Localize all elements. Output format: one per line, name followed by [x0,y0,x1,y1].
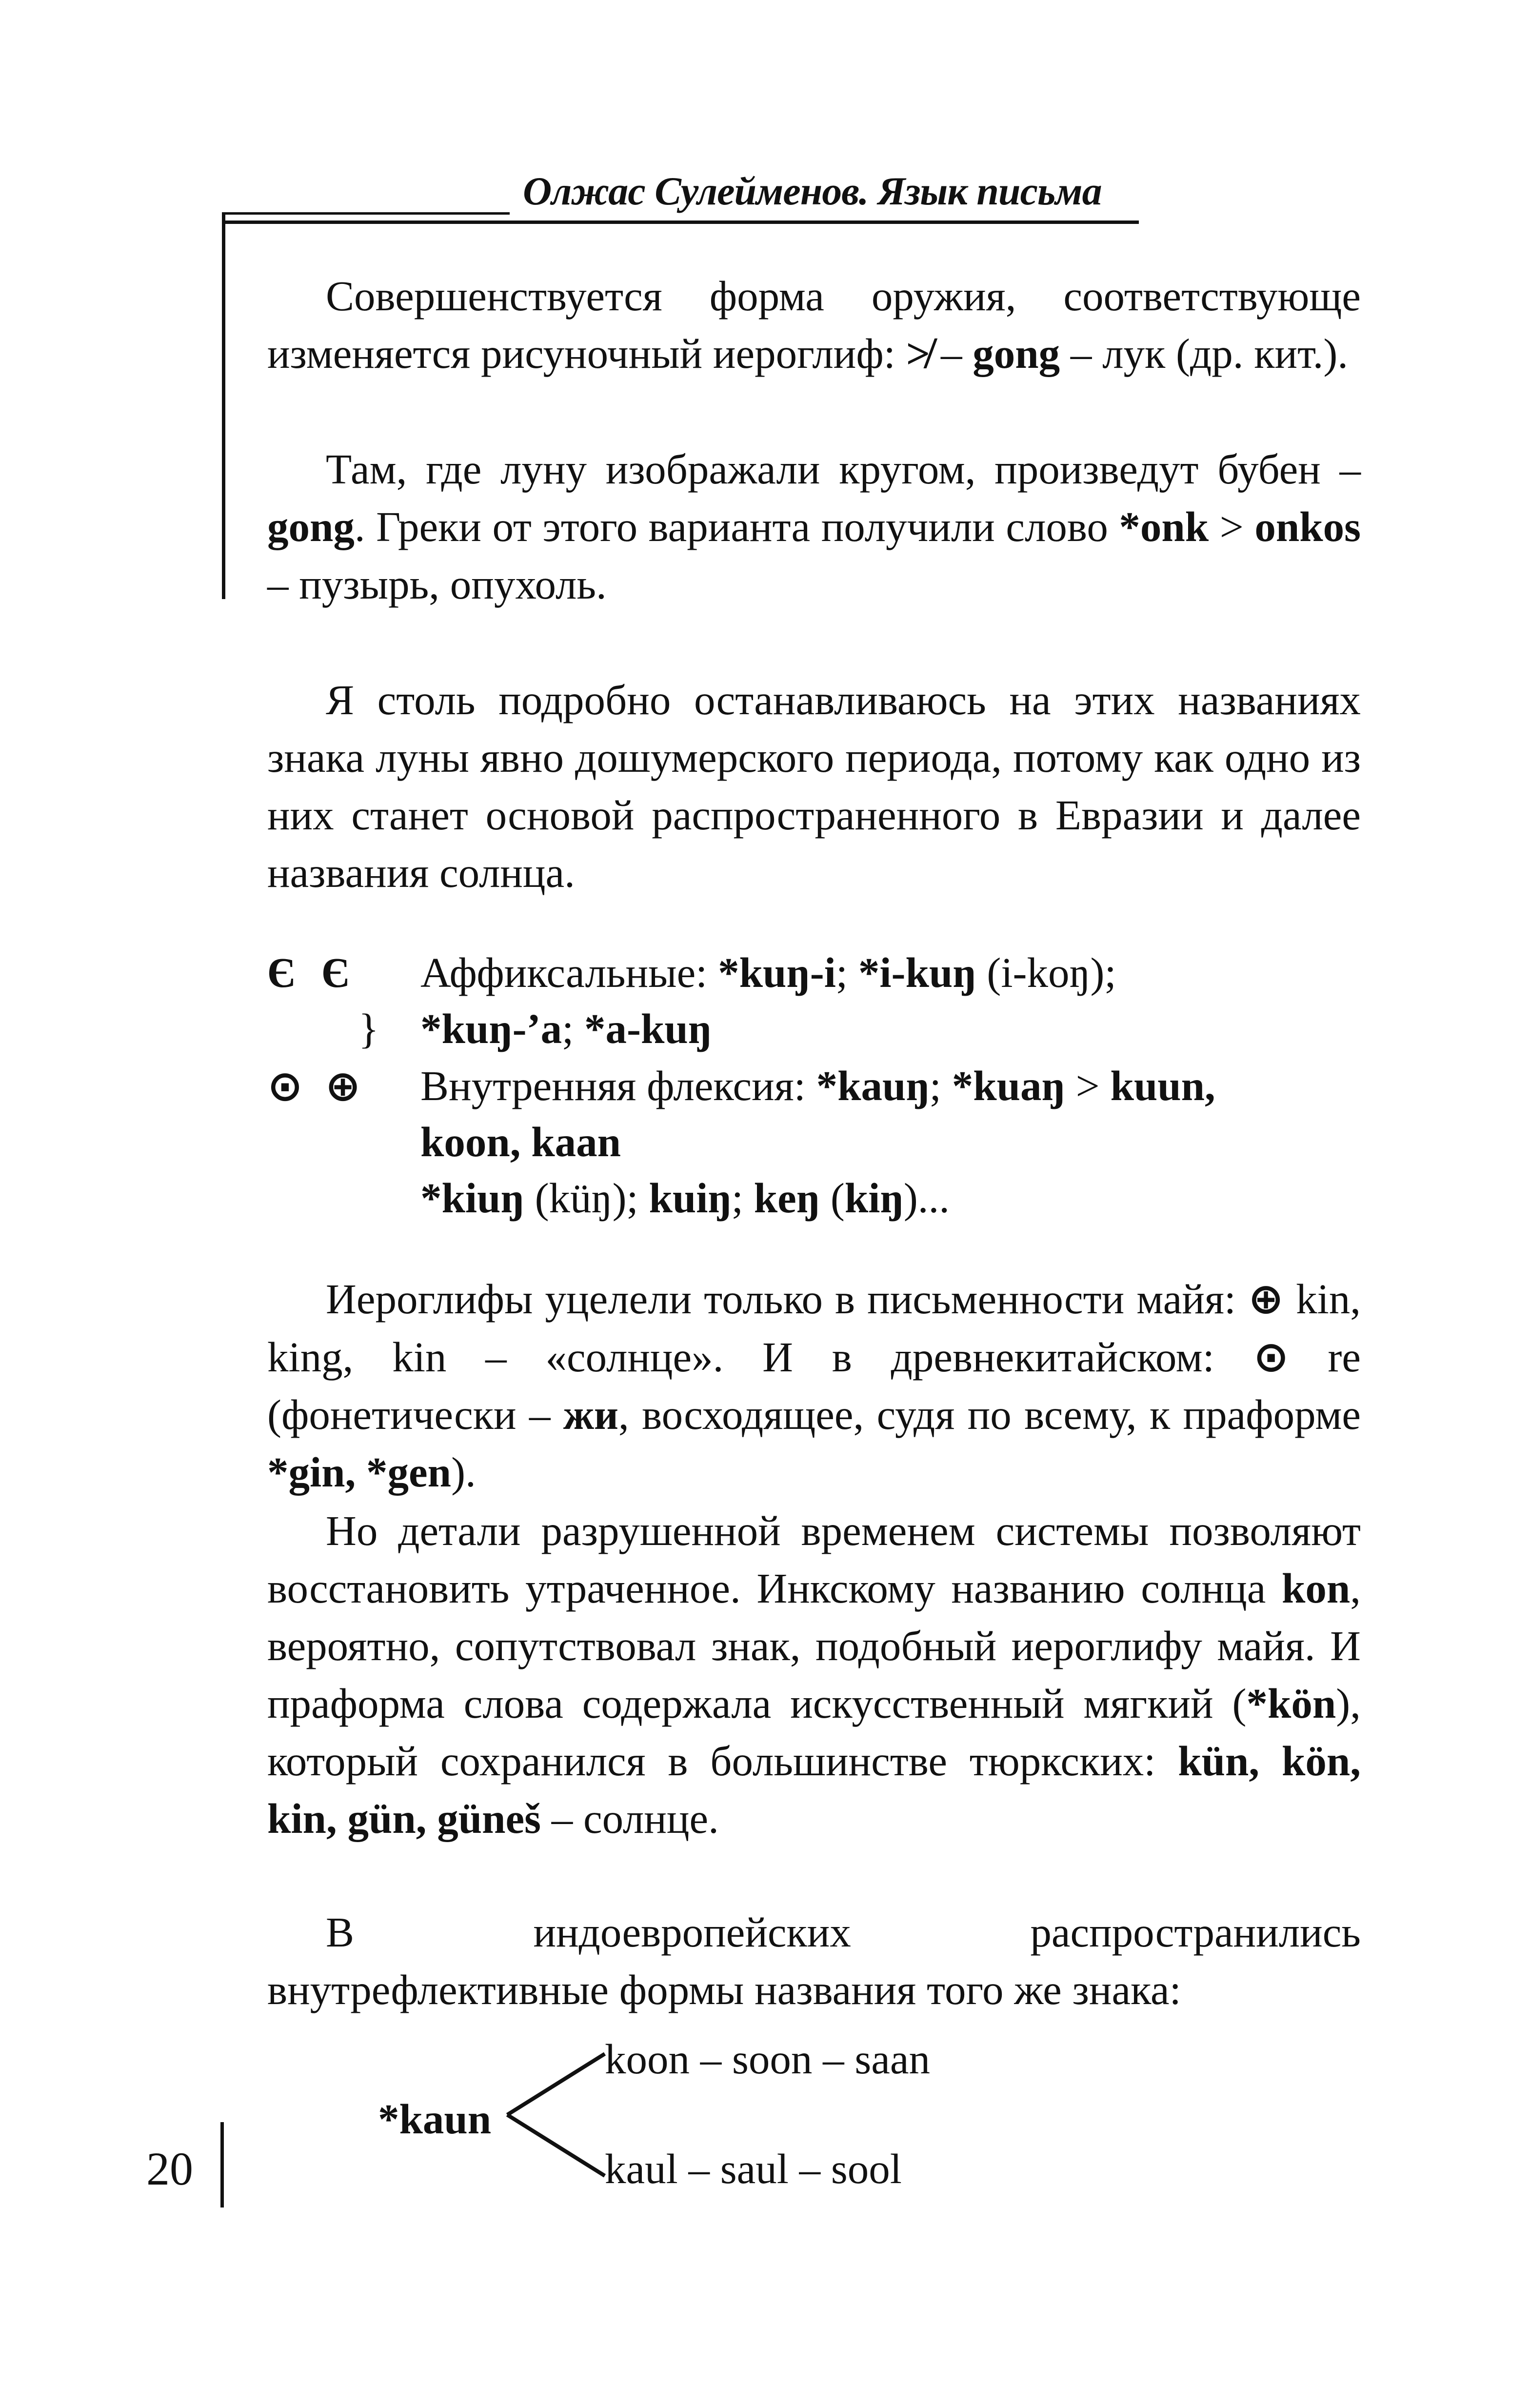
paragraph-system-details: Но детали разрушенной временем системы позволяют восстановить утраченное. Инкскому названию солнца kon, вероятно, сопутствовал знак, подобный иероглифу майя. И праформа слова содержала искусственный мягкий (*kön), который сохранился в большинстве тюркских: kün, kön, kin, gün, güneš – солнце. [267,1507,1361,1842]
affix-row-4: koon, kaan [420,1118,621,1165]
page-number: 20 [146,2143,193,2195]
paragraph-moon-names: Я столь подробно останавливаюсь на этих названиях знака луны явно дошумерского периода, потому как одно из них станет основой распространенного в Евразии и далее названия солнца. [267,676,1361,896]
header-rule [222,221,1139,224]
affix-row-1: Аффиксальные: *kuŋ-i; *i-kuŋ (i-koŋ); [420,949,1116,996]
affix-glyphs-o [267,1057,361,1115]
header-rule-short [222,212,510,215]
tree-branches [497,2044,615,2190]
tree-upper: koon – soon – saan [605,2035,930,2083]
sun-cross-icon: ⊕ [1248,1274,1284,1324]
bow-glyph: ≯ [906,330,931,377]
paragraph-moon-drum: Там, где луну изображали кругом, произведут бубен – gong. Греки от этого варианта получили слово *onk > onkos – пузырь, опухоль. [267,445,1361,608]
affix-brace: } [358,1005,379,1052]
tree-branch-upper [507,2054,605,2115]
affix-row-5: *kiuŋ (küŋ); kuiŋ; keŋ (kiŋ)... [420,1174,950,1222]
reversed-e-glyph: Э [321,949,350,996]
paragraph-indo-european: В индоевропейских распространились внутрефлективные формы названия того же знака: [267,1908,1361,2013]
tree-root: *kaun [378,2095,492,2143]
margin-vertical-rule [222,214,225,599]
affix-row-3: Внутренняя флексия: *kauŋ; *kuaŋ > kuun, [420,1062,1215,1109]
sun-dot-icon: ⊙ [1253,1332,1289,1382]
tree-branch-lower [507,2115,605,2176]
page-number-rule [220,2122,224,2207]
sun-cross-icon: ⊕ [325,1061,361,1111]
affix-row-2: *kuŋ-’a; *a-kuŋ [420,1005,712,1052]
sun-dot-icon: ⊙ [267,1061,303,1111]
tree-lower: kaul – saul – sool [605,2145,902,2192]
running-title: Олжас Сулейменов. Язык письма [523,169,1102,213]
reversed-e-glyph: Э [267,949,297,996]
affix-glyphs-e [267,944,350,1002]
paragraph-weapon-form: Совершенствуется форма оружия, соответствующе изменяется рисуночный иероглиф: ≯ – gong – лук (др. кит.). [267,272,1361,377]
paragraph-maya-hieroglyphs: Иероглифы уцелели только в письменности майя: ⊕ kin, king, kin – «солнце». И в древнекитайском: ⊙ re (фонетически – жи, восходящее, судя по всему, к праформе *gin, *gen). [267,1274,1361,1496]
